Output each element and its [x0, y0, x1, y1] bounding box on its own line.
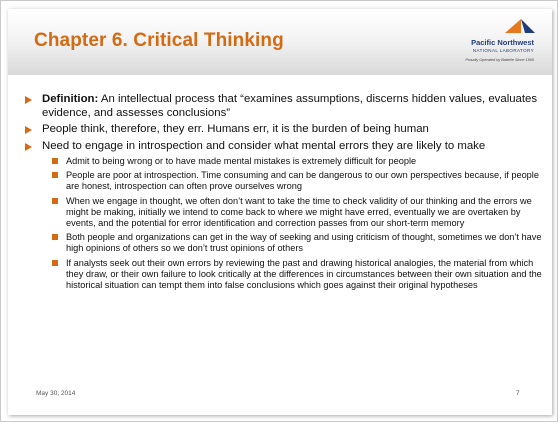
footer-date: May 30, 2014 [36, 390, 76, 397]
sub-bullet-criticism [22, 232, 542, 254]
triangle-bullet-icon [25, 96, 32, 104]
slide [8, 9, 552, 415]
square-bullet-icon [52, 234, 58, 240]
sub-bullet-text: When we engage in thought, we often don’t want to take the time to check validity of our thinking and the errors we might be making, initially we intend to come back to where we might have erred, eventually we are overtaken by events, and the potential for error identification and correction passes from our short-term memory [66, 195, 532, 229]
square-bullet-icon [52, 172, 58, 178]
sub-bullet-check-validity [22, 196, 542, 230]
sub-bullet-historical-analogies [22, 258, 542, 292]
square-bullet-icon [52, 198, 58, 204]
triangle-bullet-icon [25, 126, 32, 134]
logo-subname: NATIONAL LABORATORY [472, 48, 534, 53]
sub-bullet-text: Both people and organizations can get in the way of seeking and using criticism of thought, sometimes we don’t have high opinions of others so we don’t trust opinions of others [66, 232, 542, 254]
logo-swoosh-icon [503, 17, 537, 35]
pnnl-logo [448, 17, 552, 73]
bullet-introspection [22, 140, 542, 154]
sub-bullet-text: Admit to being wrong or to have made mental mistakes is extremely difficult for people [66, 156, 417, 166]
logo-tagline: Proudly Operated by Battelle Since 1965 [465, 58, 534, 62]
sub-bullet-admit-wrong [22, 156, 542, 167]
triangle-bullet-icon [25, 143, 32, 151]
bullet-text: People think, therefore, they err. Humans err, it is the burden of being human [42, 123, 429, 135]
bullet-text: An intellectual process that “examines assumptions, discerns hidden values, evaluates evidence, and assesses conclusions” [42, 93, 538, 119]
bullet-people-err [22, 123, 542, 137]
logo-name: Pacific Northwest [471, 38, 534, 47]
square-bullet-icon [52, 158, 58, 164]
footer-page-number: 7 [516, 390, 520, 397]
bullet-text: Need to engage in introspection and consider what mental errors they are likely to make [42, 139, 486, 152]
slide-content [22, 93, 542, 294]
slide-title: Chapter 6. Critical Thinking [34, 30, 284, 51]
square-bullet-icon [52, 260, 58, 266]
sub-bullet-text: If analysts seek out their own errors by reviewing the past and drawing historical analogies, the material from which they draw, or their own failure to look critically at the differences in circumstances between their own situation and the historical situation can tempt them into false conclusions which goes against their original hypotheses [66, 257, 542, 291]
sub-bullet-poor-introspection [22, 170, 542, 192]
slide-header [8, 9, 552, 75]
sub-bullet-text: People are poor at introspection. Time consuming and can be dangerous to our own perspectives because, if people are honest, introspection can often prove ourselves wrong [66, 170, 539, 192]
bullet-definition [22, 93, 542, 120]
bullet-lead: Definition: [42, 93, 99, 105]
